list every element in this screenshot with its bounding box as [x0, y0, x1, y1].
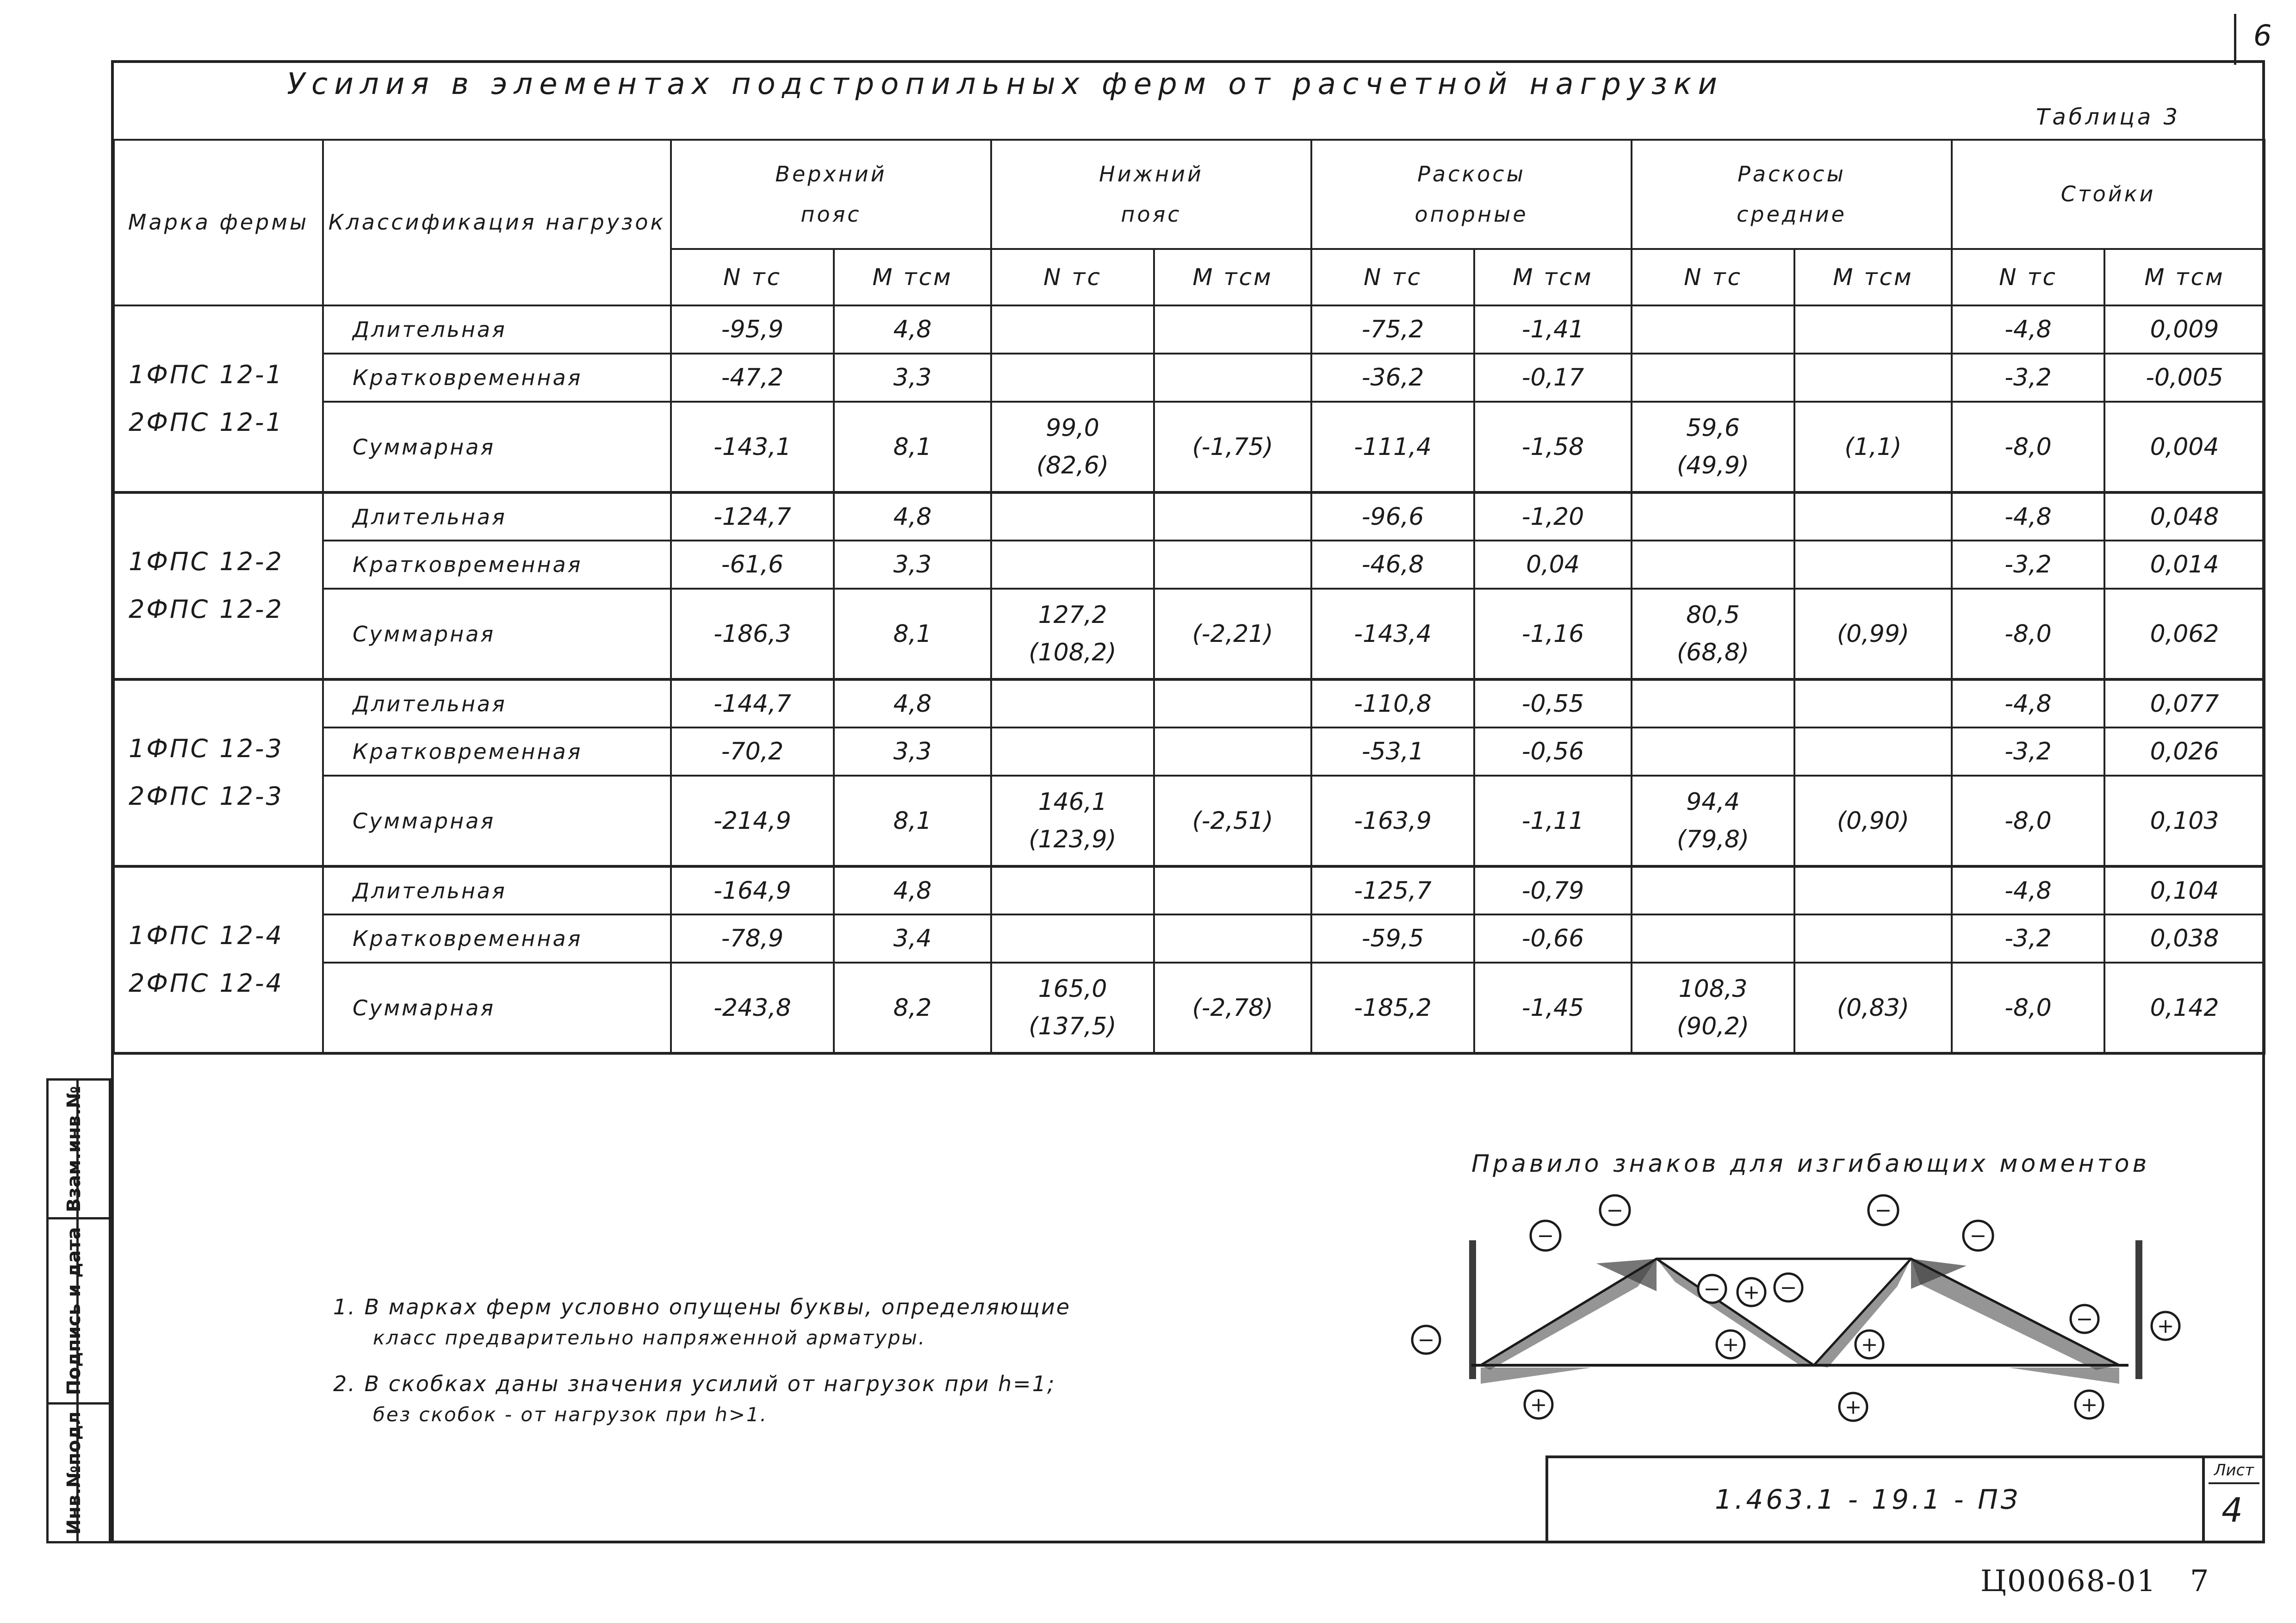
table-row: [114, 492, 2265, 541]
truss-mark-line1: 1ФПС 12-2: [129, 547, 284, 577]
table-cell: -1,11: [1474, 776, 1632, 866]
moment-hatch: [2135, 1240, 2142, 1379]
table-cell: -4,8: [1952, 492, 2104, 541]
table-cell: [1794, 679, 1952, 728]
table-row: [114, 589, 2265, 679]
cell-value: 80,5: [1686, 601, 1740, 629]
header-sub: N тс: [671, 249, 834, 305]
note-line1: В марках ферм условно опущены буквы, определяющие: [364, 1294, 1071, 1319]
header-group-line2: опорные: [1415, 202, 1528, 227]
header-group: [991, 140, 1311, 249]
plus-sign: +: [1861, 1333, 1878, 1356]
table-cell: (-2,51): [1154, 776, 1311, 866]
truss-mark: [114, 492, 323, 679]
page-title: Усилия в элементах подстропильных ферм от расчетной нагрузки: [287, 67, 1724, 101]
table-cell: 3,3: [834, 354, 991, 402]
table-cell: [1632, 963, 1794, 1053]
sheet-number-cell: [2202, 1458, 2262, 1541]
table-cell: -0,66: [1474, 914, 1632, 963]
table-cell: 0,104: [2104, 866, 2265, 914]
table-cell: -78,9: [671, 914, 834, 963]
table-cell: [1794, 492, 1952, 541]
note-line1: В скобках даны значения усилий от нагрузок при h=1;: [364, 1371, 1056, 1396]
table-cell: -75,2: [1311, 305, 1474, 354]
header-sub: N тс: [1311, 249, 1474, 305]
note-number: 2.: [333, 1371, 356, 1396]
table-cell: -70,2: [671, 728, 834, 776]
cell-value: 165,0: [1038, 975, 1107, 1003]
table-cell: [1794, 914, 1952, 963]
table-cell: -8,0: [1952, 776, 2104, 866]
table-cell: 0,142: [2104, 963, 2265, 1053]
table-cell: (1,1): [1794, 402, 1952, 492]
table-cell: [991, 866, 1154, 914]
minus-sign: −: [1780, 1276, 1797, 1300]
table-cell: [1794, 541, 1952, 589]
table-cell: 8,1: [834, 776, 991, 866]
header-group-line2: пояс: [1121, 202, 1182, 227]
side-cell-text: Взам.инв.№: [63, 1086, 85, 1213]
cell-value: 108,3: [1678, 975, 1748, 1003]
truss-mark-line1: 1ФПС 12-1: [129, 360, 284, 389]
table-cell: [1794, 354, 1952, 402]
table-cell: [1632, 728, 1794, 776]
table-cell: -8,0: [1952, 963, 2104, 1053]
table-cell: 8,2: [834, 963, 991, 1053]
cell-value-bracketed: (79,8): [1676, 825, 1750, 853]
truss-mark-line2: 2ФПС 12-1: [129, 407, 284, 437]
table-cell: [991, 492, 1154, 541]
table-row: [114, 541, 2265, 589]
table-cell: 0,048: [2104, 492, 2265, 541]
notes: [333, 1291, 1071, 1445]
plus-sign: +: [1722, 1333, 1739, 1356]
table-cell: [991, 679, 1154, 728]
table-cell: -110,8: [1311, 679, 1474, 728]
table-cell: 0,026: [2104, 728, 2265, 776]
table-cell: 0,038: [2104, 914, 2265, 963]
table-cell: [991, 402, 1154, 492]
load-classification: Кратковременная: [323, 914, 671, 963]
side-cell-text: Подпись и дата: [63, 1227, 85, 1395]
table-cell: 0,014: [2104, 541, 2265, 589]
table-cell: (-2,21): [1154, 589, 1311, 679]
cell-value-bracketed: (108,2): [1029, 638, 1117, 666]
minus-sign: −: [1537, 1224, 1554, 1248]
table-cell: [991, 776, 1154, 866]
side-cell: [49, 1405, 109, 1541]
table-cell: -95,9: [671, 305, 834, 354]
header-group-line1: Стойки: [2060, 181, 2156, 207]
table-cell: [1154, 354, 1311, 402]
plus-sign: +: [2157, 1314, 2174, 1338]
table-cell: -53,1: [1311, 728, 1474, 776]
table-row: [114, 679, 2265, 728]
table-cell: [1632, 679, 1794, 728]
truss-mark-line1: 1ФПС 12-3: [129, 734, 284, 764]
truss-mark-line2: 2ФПС 12-4: [129, 969, 284, 998]
corner-tick: [2234, 14, 2236, 65]
table-cell: [1794, 728, 1952, 776]
table-cell: [1632, 866, 1794, 914]
table-row: [114, 728, 2265, 776]
archive-code: [1980, 1564, 2210, 1598]
table-cell: [1154, 679, 1311, 728]
table-cell: -124,7: [671, 492, 834, 541]
side-cell-text: Инв.№подл: [63, 1411, 85, 1535]
table-cell: 4,8: [834, 866, 991, 914]
table-cell: [1632, 541, 1794, 589]
table-cell: [991, 541, 1154, 589]
document-code: 1.463.1 - 19.1 - ПЗ: [1715, 1484, 2021, 1515]
table-cell: [991, 914, 1154, 963]
note-item: [333, 1291, 1071, 1352]
table-cell: -143,1: [671, 402, 834, 492]
table-cell: -3,2: [1952, 541, 2104, 589]
table-cell: 0,077: [2104, 679, 2265, 728]
header-group: [671, 140, 991, 249]
sheet-number: 4: [2222, 1491, 2243, 1530]
table-cell: [991, 728, 1154, 776]
note-line2: без скобок - от нагрузок при h>1.: [373, 1403, 768, 1426]
table-cell: [1632, 305, 1794, 354]
table-cell: -243,8: [671, 963, 834, 1053]
table-cell: 0,062: [2104, 589, 2265, 679]
table-cell: -61,6: [671, 541, 834, 589]
archive-code-text: Ц00068-01: [1980, 1564, 2157, 1598]
cell-value: 59,6: [1686, 414, 1740, 442]
table-cell: -8,0: [1952, 589, 2104, 679]
table-cell: 0,004: [2104, 402, 2265, 492]
cell-value-bracketed: (90,2): [1676, 1012, 1750, 1040]
table-row: [114, 776, 2265, 866]
table-cell: -3,2: [1952, 354, 2104, 402]
plus-sign: +: [2080, 1393, 2098, 1417]
sheet-label: Лист: [2209, 1458, 2259, 1484]
table-cell: -0,55: [1474, 679, 1632, 728]
moment-hatch: [2008, 1368, 2119, 1384]
header-sub: N тс: [1952, 249, 2104, 305]
table-cell: (-2,78): [1154, 963, 1311, 1053]
minus-sign: −: [1874, 1199, 1892, 1222]
table-cell: -47,2: [671, 354, 834, 402]
table-cell: -163,9: [1311, 776, 1474, 866]
header-sub: N тс: [1632, 249, 1794, 305]
table-cell: [1154, 541, 1311, 589]
load-classification: Суммарная: [323, 402, 671, 492]
table-cell: -1,58: [1474, 402, 1632, 492]
table-cell: -36,2: [1311, 354, 1474, 402]
table-cell: [991, 589, 1154, 679]
table-cell: -143,4: [1311, 589, 1474, 679]
header-group-line1: Верхний: [775, 161, 887, 187]
table-cell: [1632, 589, 1794, 679]
table-cell: 0,009: [2104, 305, 2265, 354]
table-cell: -125,7: [1311, 866, 1474, 914]
header-group-line1: Раскосы: [1417, 161, 1526, 187]
table-cell: -186,3: [671, 589, 834, 679]
truss-mark-line1: 1ФПС 12-4: [129, 921, 284, 951]
minus-sign: −: [1417, 1328, 1435, 1352]
table-cell: [991, 354, 1154, 402]
side-cell: [49, 1081, 109, 1219]
header-sub: M тсм: [1154, 249, 1311, 305]
table-cell: (-1,75): [1154, 402, 1311, 492]
table-cell: [1632, 354, 1794, 402]
minus-sign: −: [2076, 1307, 2093, 1331]
table-cell: 4,8: [834, 679, 991, 728]
table-row: [114, 354, 2265, 402]
minus-sign: −: [1606, 1199, 1624, 1222]
table-cell: [991, 305, 1154, 354]
table-cell: [1632, 776, 1794, 866]
table-cell: -214,9: [671, 776, 834, 866]
table-row: [114, 914, 2265, 963]
table-cell: 0,04: [1474, 541, 1632, 589]
header-sub: M тсм: [834, 249, 991, 305]
table-cell: -59,5: [1311, 914, 1474, 963]
table-cell: [1154, 866, 1311, 914]
header-classification: Классификация нагрузок: [323, 140, 671, 305]
table-cell: -3,2: [1952, 728, 2104, 776]
moment-hatch: [1469, 1240, 1476, 1379]
table-cell: 3,4: [834, 914, 991, 963]
table-cell: 8,1: [834, 589, 991, 679]
table-cell: (0,90): [1794, 776, 1952, 866]
table-cell: [991, 963, 1154, 1053]
header-group-line1: Раскосы: [1738, 161, 1846, 187]
header-group: [1311, 140, 1632, 249]
truss-mark: [114, 679, 323, 866]
minus-sign: −: [1969, 1224, 1987, 1248]
table-cell: [1154, 728, 1311, 776]
title-block: [1545, 1455, 2265, 1543]
corner-number: 6: [2253, 19, 2272, 52]
note-number: 1.: [333, 1294, 356, 1319]
truss-mark-line2: 2ФПС 12-3: [129, 782, 284, 811]
table-row: [114, 866, 2265, 914]
table-cell: 4,8: [834, 492, 991, 541]
header-group-line2: средние: [1737, 202, 1847, 227]
header-mark: Марка фермы: [114, 140, 323, 305]
plus-sign: +: [1530, 1393, 1547, 1417]
load-classification: Суммарная: [323, 963, 671, 1053]
load-classification: Кратковременная: [323, 728, 671, 776]
table-cell: [1794, 305, 1952, 354]
table-cell: -4,8: [1952, 305, 2104, 354]
table-cell: -96,6: [1311, 492, 1474, 541]
table-cell: 8,1: [834, 402, 991, 492]
plus-sign: +: [1844, 1395, 1862, 1419]
cell-value: 127,2: [1038, 601, 1107, 629]
table-cell: (0,99): [1794, 589, 1952, 679]
table-cell: [1794, 866, 1952, 914]
cell-value: 146,1: [1038, 788, 1107, 816]
table-cell: [1632, 914, 1794, 963]
header-sub: M тсм: [1474, 249, 1632, 305]
table-row: [114, 402, 2265, 492]
table-cell: 4,8: [834, 305, 991, 354]
header-sub: M тсм: [1794, 249, 1952, 305]
side-cell: [49, 1219, 109, 1405]
cell-value-bracketed: (137,5): [1029, 1012, 1117, 1040]
load-classification: Длительная: [323, 679, 671, 728]
cell-value-bracketed: (123,9): [1029, 825, 1117, 853]
table-cell: -1,45: [1474, 963, 1632, 1053]
table-cell: -111,4: [1311, 402, 1474, 492]
truss-mark: [114, 866, 323, 1053]
header-sub: N тс: [991, 249, 1154, 305]
plus-sign: +: [1743, 1281, 1760, 1304]
header-group-line2: пояс: [800, 202, 862, 227]
table-cell: -1,20: [1474, 492, 1632, 541]
table-cell: 3,3: [834, 728, 991, 776]
cell-value-bracketed: (82,6): [1036, 451, 1109, 479]
header-sub: M тсм: [2104, 249, 2265, 305]
cell-value-bracketed: (49,9): [1676, 451, 1750, 479]
truss-mark-line2: 2ФПС 12-2: [129, 595, 284, 624]
table-cell: -0,56: [1474, 728, 1632, 776]
load-classification: Длительная: [323, 305, 671, 354]
table-cell: 0,103: [2104, 776, 2265, 866]
table-cell: -144,7: [671, 679, 834, 728]
table-cell: -4,8: [1952, 679, 2104, 728]
load-classification: Суммарная: [323, 776, 671, 866]
table-cell: -0,79: [1474, 866, 1632, 914]
load-classification: Кратковременная: [323, 354, 671, 402]
load-classification: Суммарная: [323, 589, 671, 679]
load-classification: Длительная: [323, 492, 671, 541]
sign-rule-diagram: [1397, 1185, 2193, 1444]
minus-sign: −: [1703, 1277, 1721, 1301]
truss-mark: [114, 305, 323, 492]
table-label: Таблица 3: [2036, 104, 2181, 130]
table-cell: 3,3: [834, 541, 991, 589]
table-cell: [1632, 402, 1794, 492]
table-cell: -0,17: [1474, 354, 1632, 402]
moment-hatch: [1481, 1368, 1592, 1384]
load-classification: Кратковременная: [323, 541, 671, 589]
table-row: [114, 305, 2265, 354]
cell-value: 94,4: [1686, 788, 1740, 816]
cell-value: 99,0: [1046, 414, 1099, 442]
table-cell: -46,8: [1311, 541, 1474, 589]
table-cell: [1632, 492, 1794, 541]
cell-value-bracketed: (68,8): [1676, 638, 1750, 666]
side-approval-strip: [46, 1078, 111, 1543]
table-cell: (0,83): [1794, 963, 1952, 1053]
forces-table: [113, 139, 2265, 1055]
table-cell: -0,005: [2104, 354, 2265, 402]
table-cell: -185,2: [1311, 963, 1474, 1053]
table-cell: -4,8: [1952, 866, 2104, 914]
table-cell: -8,0: [1952, 402, 2104, 492]
load-classification: Длительная: [323, 866, 671, 914]
table-cell: -1,16: [1474, 589, 1632, 679]
note-line2: класс предварительно напряженной арматуры.: [373, 1326, 926, 1349]
header-group: [1632, 140, 1952, 249]
table-cell: [1154, 305, 1311, 354]
table-cell: -3,2: [1952, 914, 2104, 963]
header-group-line1: Нижний: [1099, 161, 1204, 187]
note-item: [333, 1368, 1071, 1429]
archive-page: 7: [2190, 1564, 2210, 1598]
table-cell: [1154, 914, 1311, 963]
table-cell: -1,41: [1474, 305, 1632, 354]
header-group: [1952, 140, 2265, 249]
diagram-title: Правило знаков для изгибающих моментов: [1471, 1150, 2150, 1178]
table-row: [114, 963, 2265, 1053]
table-cell: -164,9: [671, 866, 834, 914]
table-cell: [1154, 492, 1311, 541]
